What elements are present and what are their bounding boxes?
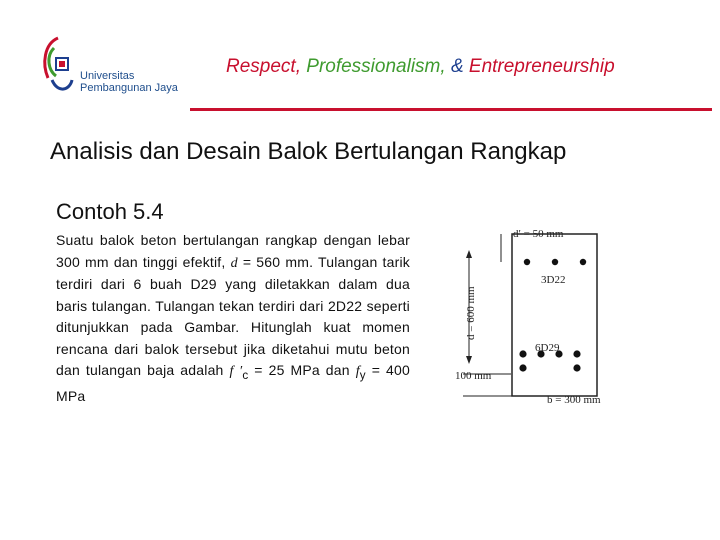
logo-line-1: Universitas (80, 70, 135, 82)
effective-depth-label: d = 600 mm (465, 286, 477, 340)
body-text-4: = 400 MPa (56, 362, 410, 405)
beam-outline (512, 234, 597, 396)
motto-part-2: Professionalism, (306, 56, 451, 77)
bottom-bar (573, 364, 580, 371)
d-prime-label: d′ = 50 mm (513, 228, 564, 240)
top-bar (580, 259, 586, 265)
effective-depth-arrow-top (466, 250, 472, 258)
bottom-bar (573, 350, 580, 357)
motto-part-1: Respect, (226, 56, 307, 77)
fc-symbol: f ′ (229, 364, 243, 379)
example-heading: Contoh 5.4 (56, 199, 164, 224)
body-text-1: Suatu balok beton bertulangan rangkap dengan lebar 300 mm dan tinggi efektif, (56, 232, 410, 270)
slide-title: Analisis dan Desain Balok Bertulangan Rangkap (50, 138, 567, 165)
cover-label: 100 mm (455, 370, 492, 382)
fy-subscript: y (359, 368, 366, 382)
width-label: b = 300 mm (547, 394, 601, 406)
header-divider (190, 108, 712, 111)
top-bar (552, 259, 558, 265)
motto (226, 56, 615, 78)
effective-depth-arrow-bottom (466, 356, 472, 364)
body-text-2: = 560 mm. Tulangan tarik terdiri dari 6 buah D29 yang diletakkan dalam dua baris tulangan. Tulangan tekan terdiri dari 2D22 seperti ditunjukkan pada Gambar. Hitunglah kuat momen rencana dari balok tersebut jika diketahui mutu beton dan tulangan baja adalah (56, 253, 410, 378)
beam-cross-section-figure (455, 222, 615, 422)
logo-emblem-icon (38, 34, 78, 104)
logo-line-2: Pembangunan Jaya (80, 82, 178, 94)
fy-symbol: f (355, 364, 360, 379)
bottom-bar (519, 350, 526, 357)
motto-part-4: Entrepreneurship (468, 56, 615, 77)
fc-subscript: c (242, 368, 249, 382)
problem-statement (56, 230, 410, 408)
bottom-bar (519, 364, 526, 371)
university-logo (38, 34, 178, 104)
bottom-bars-label: 6D29 (535, 342, 560, 354)
top-bars-label: 3D22 (541, 274, 566, 286)
d-symbol: d (230, 255, 238, 271)
body-text-3: = 25 MPa dan (248, 362, 356, 378)
motto-part-3: & (450, 56, 469, 77)
top-bar (524, 259, 530, 265)
logo-text (80, 70, 178, 94)
beam-section-drawing (455, 222, 615, 422)
